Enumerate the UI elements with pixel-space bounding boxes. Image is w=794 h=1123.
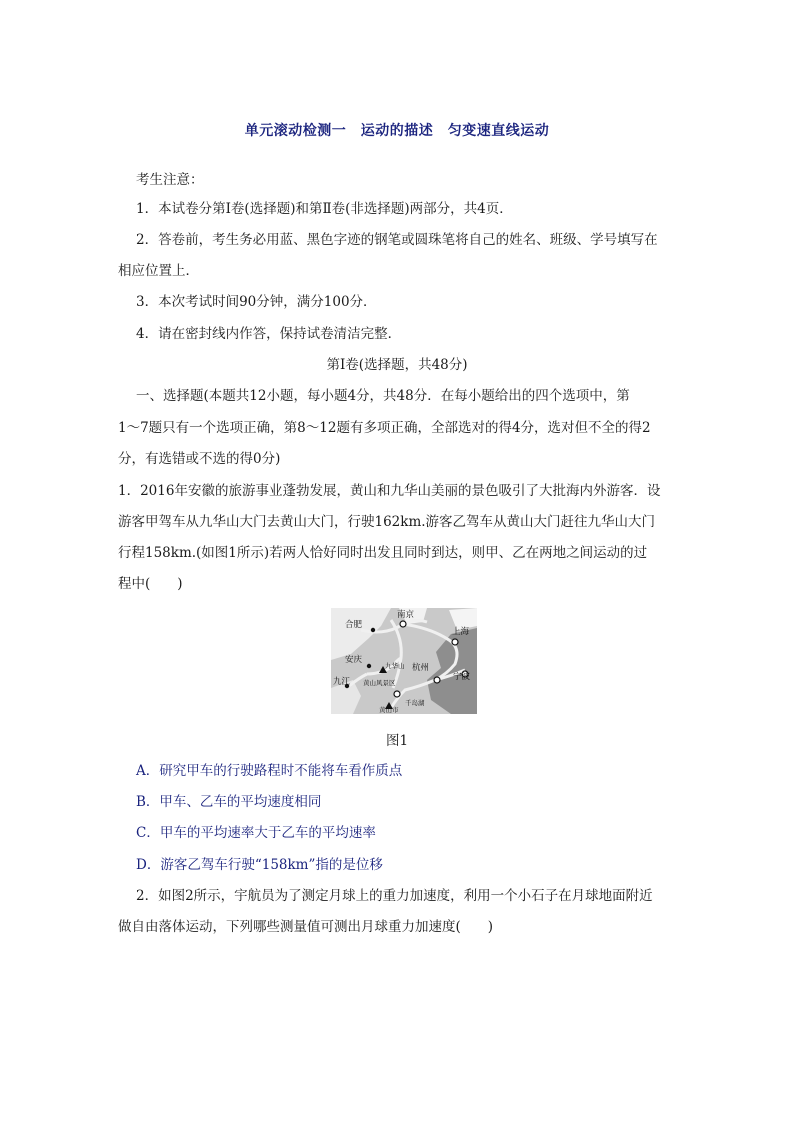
map-label-huangshan-city: 黄山市 xyxy=(379,706,399,714)
option-d: D．游客乙驾车行驶“158km”指的是位移 xyxy=(136,857,383,873)
page-title: 单元滚动检测一 运动的描述 匀变速直线运动 xyxy=(244,123,550,139)
route-map-figure xyxy=(331,608,477,714)
instruction-line: 分，有选错或不选的得0分) xyxy=(118,451,281,467)
question-1-line: 行程158km.(如图1所示)若两人恰好同时出发且同时到达，则甲、乙在两地之间运动的过 xyxy=(118,545,648,561)
notice-heading: 考生注意： xyxy=(136,172,204,188)
question-1-line: 1．2016年安徽的旅游事业蓬勃发展，黄山和九华山美丽的景色吸引了大批海内外游客．设 xyxy=(118,483,661,499)
map-label-shanghai: 上海 xyxy=(452,627,470,637)
map-label-hefei: 合肥 xyxy=(345,620,363,630)
notice-item: 1．本试卷分第Ⅰ卷(选择题)和第Ⅱ卷(非选择题)两部分，共4页． xyxy=(136,201,513,217)
notice-item: 4．请在密封线内作答，保持试卷清洁完整． xyxy=(136,326,402,342)
question-1-line: 游客甲驾车从九华山大门去黄山大门，行驶162km.游客乙驾车从黄山大门赶往九华山大门 xyxy=(118,514,656,530)
question-2-line: 做自由落体运动，下列哪些测量值可测出月球重力加速度( ) xyxy=(118,919,494,935)
question-2-line: 2．如图2所示，宇航员为了测定月球上的重力加速度，利用一个小石子在月球地面附近 xyxy=(136,888,653,904)
option-c: C．甲车的平均速率大于乙车的平均速率 xyxy=(136,825,376,841)
notice-item: 3．本次考试时间90分钟，满分100分． xyxy=(136,294,377,310)
option-b: B．甲车、乙车的平均速度相同 xyxy=(136,794,322,810)
map-label-anqing: 安庆 xyxy=(345,655,363,665)
map-label-ningbo: 宁波 xyxy=(453,672,471,682)
instruction-line: 1～7题只有一个选项正确，第8～12题有多项正确，全部选对的得4分，选对但不全的得2 xyxy=(118,420,651,436)
map-label-jiujiang: 九江 xyxy=(333,677,351,687)
route-map-svg xyxy=(331,608,477,714)
figure-caption: 图1 xyxy=(385,733,409,749)
map-label-jiuhuashan: 九华山 xyxy=(385,662,405,670)
notice-item: 2．答卷前，考生务必用蓝、黑色字迹的钢笔或圆珠笔将自己的姓名、班级、学号填写在 xyxy=(136,232,658,248)
section-title: 第Ⅰ卷(选择题，共48分) xyxy=(326,357,468,373)
map-label-nanjing: 南京 xyxy=(397,610,415,620)
map-label-qiandaohu: 千岛湖 xyxy=(405,699,425,707)
question-1-line: 程中( ) xyxy=(118,576,183,592)
instruction-line: 一、选择题(本题共12小题，每小题4分，共48分．在每小题给出的四个选项中，第 xyxy=(136,388,630,404)
map-label-hangzhou: 杭州 xyxy=(412,663,430,673)
option-a: A．研究甲车的行驶路程时不能将车看作质点 xyxy=(136,763,403,779)
notice-item: 相应位置上． xyxy=(118,263,199,279)
map-label-huangshan-scenic: 黄山风景区 xyxy=(363,679,396,687)
